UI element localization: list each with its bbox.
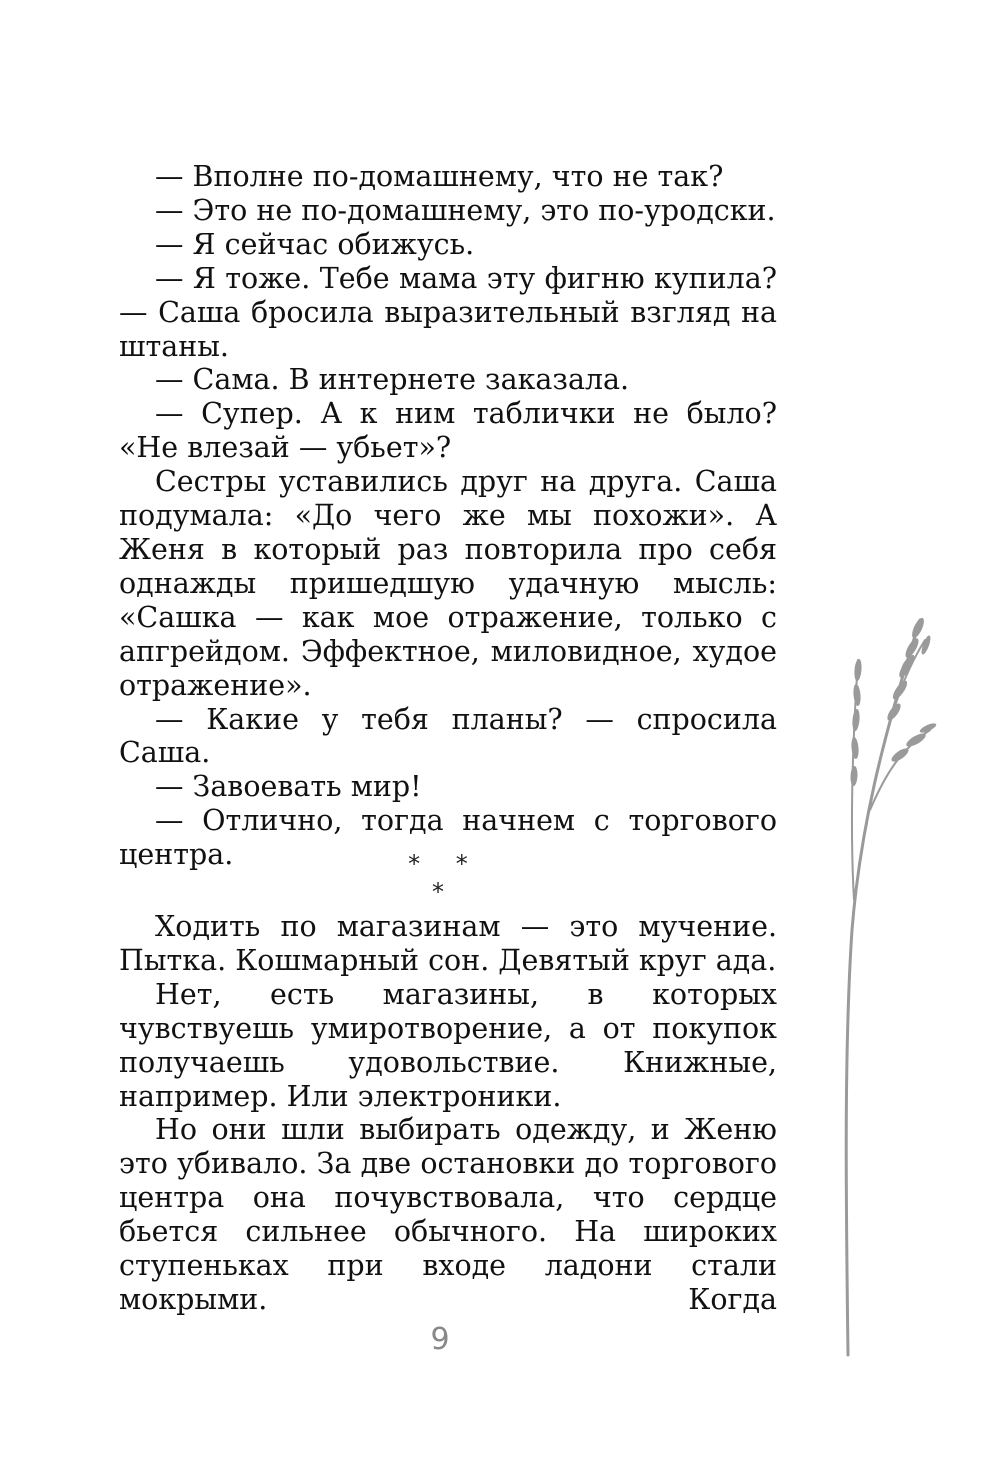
paragraph: Сестры уставились друг на друга. Саша подумала: «До чего же мы похожи». А Женя в который раз повторила про себя однажды пришедшую удачную мысль: «Сашка — как мое отражение, только с апгрейдом. Эффектное, миловидное, худое отражение».: [119, 465, 777, 702]
page-number: 9: [430, 1322, 450, 1357]
paragraph: Нет, есть магазины, в которых чувствуешь умиротворение, а от покупок получаешь удовольствие. Книжные, например. Или электроники.: [119, 977, 777, 1113]
section-separator: * * *: [408, 850, 482, 906]
paragraph: — Супер. А к ним таблички не было? «Не влезай — убьет»?: [119, 397, 777, 465]
paragraph: — Сама. В интернете заказала.: [155, 363, 630, 397]
narrative-block: [119, 910, 777, 1317]
paragraph: — Завоевать мир!: [155, 770, 422, 804]
paragraph: — Отлично, тогда начнем с торгового центра.: [119, 804, 777, 872]
paragraph: — Это не по-домашнему, это по-уродски.: [155, 193, 776, 227]
paragraph: Ходить по магазинам — это мучение. Пытка. Кошмарный сон. Девятый круг ада.: [119, 910, 777, 977]
dialog-block: [119, 160, 777, 872]
paragraph: — Я сейчас обижусь.: [155, 227, 475, 261]
paragraph: Но они шли выбирать одежду, и Женю это убивало. За две остановки до торгового центра она почувствовала, что сердце бьется сильнее обычного. На широких ступеньках при входе ладони стали мокрыми. Когда: [119, 1113, 777, 1316]
paragraph: — Я тоже. Тебе мама эту фигню купила? — Саша бросила выразительный взгляд на штаны.: [119, 261, 777, 363]
paragraph: — Какие у тебя планы? — спросила Саша.: [119, 702, 777, 770]
grass-sprig-icon: [830, 600, 940, 1370]
paragraph: — Вполне по-домашнему, что не так?: [155, 160, 724, 193]
